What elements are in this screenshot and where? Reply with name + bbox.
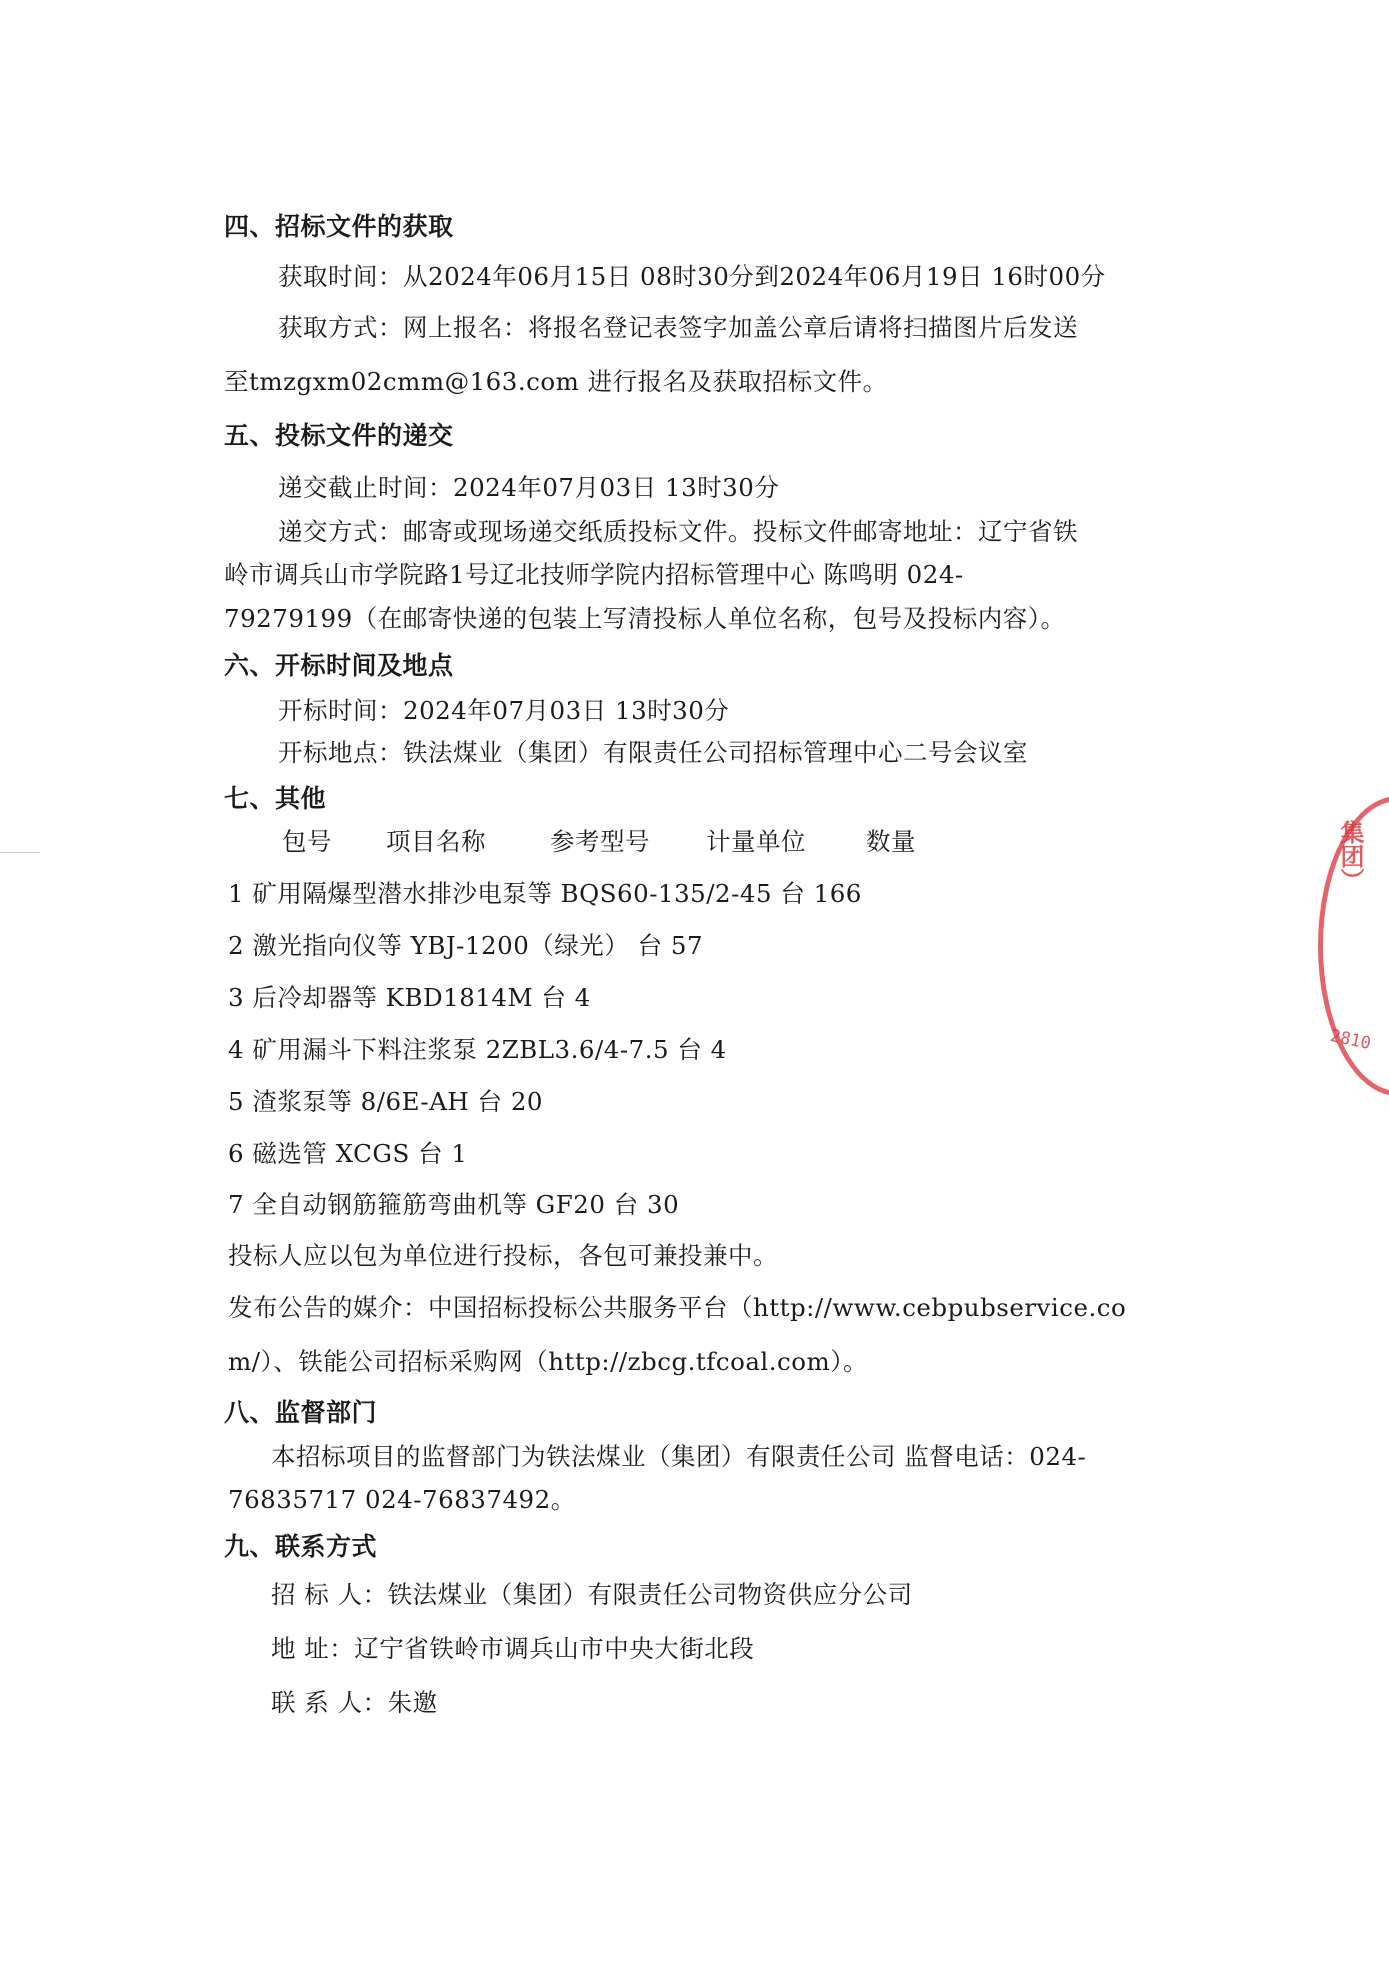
section-9-heading: 九、联系方式 [224, 1532, 378, 1561]
section-6-heading: 六、开标时间及地点 [224, 651, 454, 680]
submit-method-line1: 递交方式：邮寄或现场递交纸质投标文件。投标文件邮寄地址：辽宁省铁 [278, 517, 1078, 546]
supervision-line2: 76835717 024-76837492。 [228, 1485, 576, 1514]
media-line2: m/）、铁能公司招标采购网（http://zbcg.tfcoal.com）。 [228, 1347, 869, 1376]
supervision-line1: 本招标项目的监督部门为铁法煤业（集团）有限责任公司 监督电话：024- [271, 1442, 1087, 1471]
package-row: 7 全自动钢筋箍筋弯曲机等 GF20 台 30 [228, 1190, 680, 1219]
column-header: 数量 [866, 827, 916, 856]
submit-deadline: 递交截止时间：2024年07月03日 13时30分 [278, 473, 780, 502]
column-header: 计量单位 [706, 827, 806, 856]
section-8-heading: 八、监督部门 [224, 1398, 378, 1427]
contact-person: 联 系 人：朱邀 [271, 1688, 438, 1717]
seal-text: 集团） [1336, 820, 1364, 892]
seal-number: 2810 [1328, 1025, 1373, 1055]
bid-note: 投标人应以包为单位进行投标，各包可兼投兼中。 [228, 1241, 778, 1270]
acquire-method-line2: 至tmzgxm02cmm@163.com 进行报名及获取招标文件。 [224, 367, 888, 396]
package-row: 1 矿用隔爆型潜水排沙电泵等 BQS60-135/2-45 台 166 [228, 879, 862, 908]
column-header: 参考型号 [550, 827, 650, 856]
tenderer: 招 标 人：铁法煤业（集团）有限责任公司物资供应分公司 [271, 1580, 913, 1609]
address: 地 址：辽宁省铁岭市调兵山市中央大街北段 [271, 1634, 755, 1663]
section-7-heading: 七、其他 [224, 784, 327, 813]
section-4-heading: 四、招标文件的获取 [224, 212, 454, 241]
submit-method-line2: 岭市调兵山市学院路1号辽北技师学院内招标管理中心 陈鸣明 024- [224, 560, 964, 589]
package-row: 3 后冷却器等 KBD1814M 台 4 [228, 983, 591, 1012]
acquire-method-line1: 获取方式：网上报名：将报名登记表签字加盖公章后请将扫描图片后发送 [278, 313, 1078, 342]
column-header: 包号 [282, 827, 332, 856]
package-row: 5 渣浆泵等 8/6E-AH 台 20 [228, 1087, 544, 1116]
opening-time: 开标时间：2024年07月03日 13时30分 [278, 696, 730, 725]
table-header [282, 827, 916, 857]
media-line1: 发布公告的媒介：中国招标投标公共服务平台（http://www.cebpubservice.co [228, 1293, 1127, 1322]
package-row: 2 激光指向仪等 YBJ-1200（绿光） 台 57 [228, 931, 704, 960]
package-row: 6 磁选管 XCGS 台 1 [228, 1139, 468, 1168]
section-5-heading: 五、投标文件的递交 [224, 421, 454, 450]
submit-method-line3: 79279199（在邮寄快递的包装上写清投标人单位名称，包号及投标内容）。 [224, 604, 1066, 633]
margin-mark [0, 852, 40, 853]
package-row: 4 矿用漏斗下料注浆泵 2ZBL3.6/4-7.5 台 4 [228, 1035, 727, 1064]
acquire-time: 获取时间：从2024年06月15日 08时30分到2024年06月19日 16时00分 [278, 262, 1106, 291]
opening-place: 开标地点：铁法煤业（集团）有限责任公司招标管理中心二号会议室 [278, 738, 1028, 767]
column-header: 项目名称 [386, 827, 486, 856]
